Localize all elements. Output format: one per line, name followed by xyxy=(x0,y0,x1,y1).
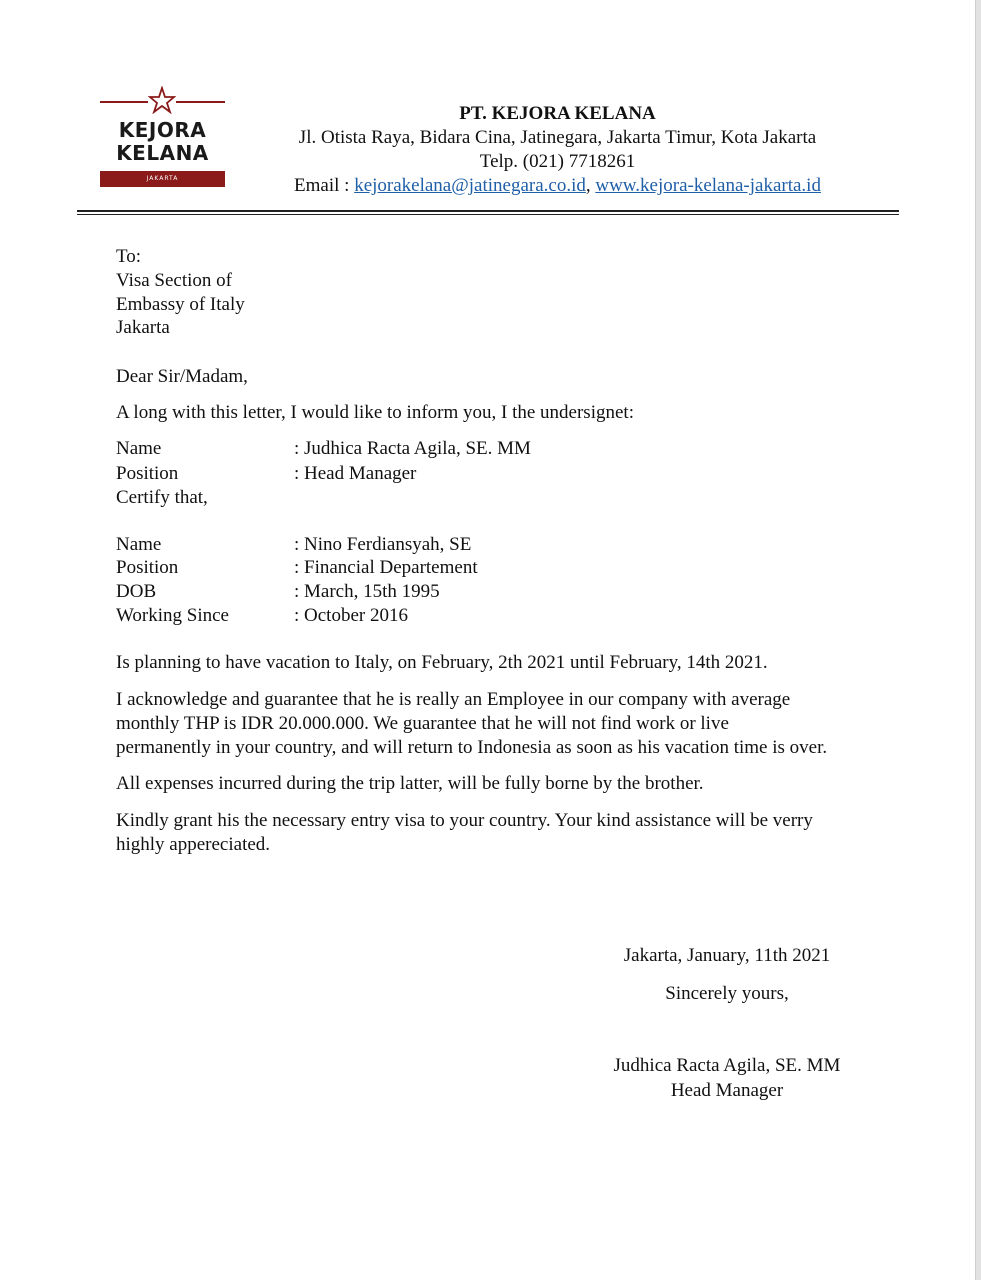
email-label: Email : xyxy=(294,175,355,196)
employee-name-value: : Nino Ferdiansyah, SE xyxy=(294,534,472,555)
certify-text: Certify that, xyxy=(116,487,208,508)
employee-dob-value: : March, 15th 1995 xyxy=(294,581,440,602)
paragraph-vacation: Is planning to have vacation to Italy, on February, 2th 2021 until February, 14th 2021. xyxy=(116,652,768,673)
paragraph-expenses: All expenses incurred during the trip latter, will be fully borne by the brother. xyxy=(116,773,704,794)
logo-text-line1: KEJORA xyxy=(118,118,207,142)
closing-sincerely: Sincerely yours, xyxy=(665,983,789,1004)
signer-position-value: : Head Manager xyxy=(294,463,417,484)
company-address: Jl. Otista Raya, Bidara Cina, Jatinegara, Jakarta Timur, Kota Jakarta xyxy=(298,127,817,148)
recipient-to: To: xyxy=(116,246,142,267)
letterhead xyxy=(270,102,845,198)
logo-band: JAKARTA xyxy=(100,171,225,187)
salutation: Dear Sir/Madam, xyxy=(116,366,248,387)
signer-name-value: : Judhica Racta Agila, SE. MM xyxy=(294,438,531,459)
page-edge xyxy=(975,0,981,1280)
star-icon xyxy=(148,86,176,114)
signer-title: Head Manager xyxy=(670,1080,784,1101)
header-rule-thin xyxy=(77,214,899,215)
company-contact xyxy=(270,174,845,198)
website-link[interactable]: www.kejora-kelana-jakarta.id xyxy=(595,175,821,196)
contact-separator: , xyxy=(585,175,596,196)
company-name: PT. KEJORA KELANA xyxy=(459,103,656,124)
employee-since-label: Working Since xyxy=(116,605,229,626)
signer-name-label: Name xyxy=(116,438,162,459)
company-logo xyxy=(100,86,225,190)
paragraph-guarantee-line3: permanently in your country, and will return to Indonesia as soon as his vacation time is over. xyxy=(116,737,828,758)
recipient-line2: Embassy of Italy xyxy=(116,294,245,315)
signer-name: Judhica Racta Agila, SE. MM xyxy=(613,1055,841,1076)
employee-name-label: Name xyxy=(116,534,162,555)
paragraph-guarantee-line2: monthly THP is IDR 20.000.000. We guarantee that he will not find work or live xyxy=(116,713,729,734)
employee-dob-label: DOB xyxy=(116,581,157,602)
logo-text-line2: KELANA xyxy=(116,141,209,165)
employee-position-label: Position xyxy=(116,557,179,578)
company-phone: Telp. (021) 7718261 xyxy=(479,151,636,172)
header-rule-thick xyxy=(77,210,899,212)
employee-position-value: : Financial Departement xyxy=(294,557,478,578)
paragraph-guarantee-line1: I acknowledge and guarantee that he is really an Employee in our company with average xyxy=(116,689,791,710)
signer-position-label: Position xyxy=(116,463,179,484)
email-link[interactable]: kejorakelana@jatinegara.co.id xyxy=(354,175,586,196)
employee-since-value: : October 2016 xyxy=(294,605,408,626)
recipient-line3: Jakarta xyxy=(116,317,170,338)
intro-text: A long with this letter, I would like to inform you, I the undersignet: xyxy=(116,402,634,423)
paragraph-request-line2: highly appereciated. xyxy=(116,834,271,855)
recipient-line1: Visa Section of xyxy=(116,270,233,291)
paragraph-request-line1: Kindly grant his the necessary entry visa to your country. Your kind assistance will be verry xyxy=(116,810,813,831)
place-date: Jakarta, January, 11th 2021 xyxy=(623,945,831,966)
